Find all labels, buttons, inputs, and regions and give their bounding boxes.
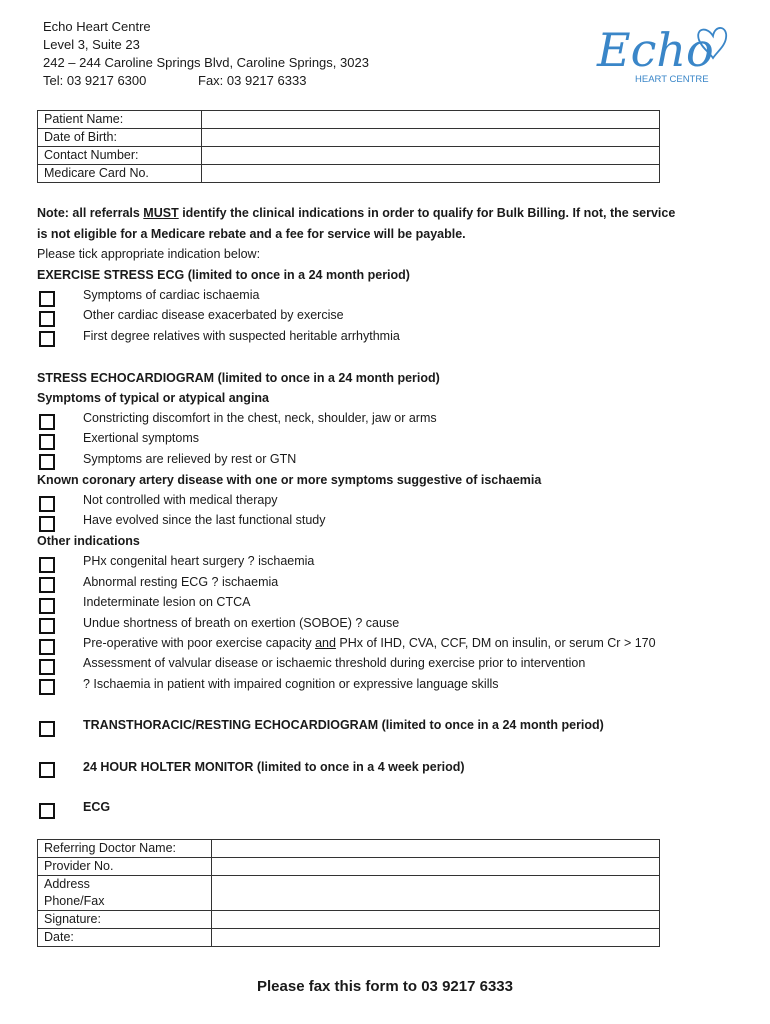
- option-label: Constricting discomfort in the chest, neck, shoulder, jaw or arms: [83, 411, 437, 425]
- must-emphasis: MUST: [143, 206, 179, 220]
- option-label: PHx congenital heart surgery ? ischaemia: [83, 554, 315, 568]
- logo-subtitle: HEART CENTRE: [635, 74, 709, 85]
- dob-label: Date of Birth:: [38, 129, 202, 147]
- checkbox-impaired-cognition[interactable]: [39, 679, 55, 695]
- date-field[interactable]: [212, 929, 660, 947]
- option-label: Symptoms are relieved by rest or GTN: [83, 452, 297, 466]
- option-label: Other cardiac disease exacerbated by exercise: [83, 308, 344, 322]
- checkbox-constricting[interactable]: [39, 414, 55, 430]
- patient-details-table: [37, 110, 660, 183]
- option-label: Have evolved since the last functional study: [83, 513, 326, 527]
- option-label: Not controlled with medical therapy: [83, 493, 278, 507]
- checkbox-exercise-relatives[interactable]: [39, 331, 55, 347]
- contact-number-field[interactable]: [202, 147, 660, 165]
- service-ecg: ECG: [83, 800, 111, 814]
- note-line-1: Note: all referrals MUST identify the clinical indications in order to qualify for Bulk Billing. If not, the service: [37, 206, 676, 220]
- option-label: Indeterminate lesion on CTCA: [83, 595, 251, 609]
- checkbox-evolved[interactable]: [39, 516, 55, 532]
- cad-subheading: Known coronary artery disease with one or more symptoms suggestive of ischaemia: [37, 473, 542, 487]
- checkbox-valvular[interactable]: [39, 659, 55, 675]
- doctor-name-label: Referring Doctor Name:: [38, 840, 212, 858]
- option-label: Symptoms of cardiac ischaemia: [83, 288, 260, 302]
- option-label: Exertional symptoms: [83, 431, 200, 445]
- table-row: [38, 876, 660, 894]
- address-field[interactable]: [212, 876, 660, 894]
- date-label: Date:: [38, 929, 212, 947]
- provider-no-field[interactable]: [212, 858, 660, 876]
- checkbox-not-controlled[interactable]: [39, 496, 55, 512]
- option-label-preoperative: Pre-operative with poor exercise capacity and PHx of IHD, CVA, CCF, DM on insulin, or serum Cr > 170: [83, 636, 656, 650]
- checkbox-phx-congenital[interactable]: [39, 557, 55, 573]
- table-row: [38, 129, 660, 147]
- provider-no-label: Provider No.: [38, 858, 212, 876]
- option-label: Abnormal resting ECG ? ischaemia: [83, 575, 279, 589]
- checkbox-abnormal-ecg[interactable]: [39, 577, 55, 593]
- stress-echo-heading: STRESS ECHOCARDIOGRAM (limited to once in a 24 month period): [37, 371, 440, 385]
- table-row: [38, 893, 660, 911]
- address-label: Address: [38, 876, 212, 894]
- clinic-address: [43, 18, 369, 90]
- doctor-name-field[interactable]: [212, 840, 660, 858]
- org-name: Echo Heart Centre: [43, 19, 151, 34]
- note-line-2: is not eligible for a Medicare rebate and a fee for service will be payable.: [37, 227, 466, 241]
- service-transthoracic: TRANSTHORACIC/RESTING ECHOCARDIOGRAM (limited to once in a 24 month period): [83, 718, 604, 732]
- signature-label: Signature:: [38, 911, 212, 929]
- phone-fax-field[interactable]: [212, 893, 660, 911]
- address-line-1: Level 3, Suite 23: [43, 37, 140, 52]
- medicare-card-field[interactable]: [202, 165, 660, 183]
- checkbox-preoperative[interactable]: [39, 639, 55, 655]
- option-label: Undue shortness of breath on exertion (SOBOE) ? cause: [83, 616, 400, 630]
- patient-name-field[interactable]: [202, 111, 660, 129]
- option-label: Assessment of valvular disease or ischaemic threshold during exercise prior to intervention: [83, 656, 586, 670]
- checkbox-ecg[interactable]: [39, 803, 55, 819]
- medicare-card-label: Medicare Card No.: [38, 165, 202, 183]
- checkbox-holter[interactable]: [39, 762, 55, 778]
- angina-subheading: Symptoms of typical or atypical angina: [37, 391, 270, 405]
- exercise-ecg-heading: EXERCISE STRESS ECG (limited to once in a 24 month period): [37, 268, 410, 282]
- tel-number: Tel: 03 9217 6300: [43, 73, 147, 88]
- checkbox-soboe[interactable]: [39, 618, 55, 634]
- checkbox-exercise-symptoms[interactable]: [39, 291, 55, 307]
- contact-number-label: Contact Number:: [38, 147, 202, 165]
- logo-word: Echo: [597, 23, 714, 77]
- checkbox-indeterminate-ctca[interactable]: [39, 598, 55, 614]
- instruction-text: Please tick appropriate indication below:: [37, 247, 261, 261]
- table-row: [38, 147, 660, 165]
- signature-field[interactable]: [212, 911, 660, 929]
- fax-instruction: Please fax this form to 03 9217 6333: [257, 978, 513, 995]
- table-row: [38, 858, 660, 876]
- service-holter: 24 HOUR HOLTER MONITOR (limited to once in a 4 week period): [83, 760, 465, 774]
- option-label: ? Ischaemia in patient with impaired cognition or expressive language skills: [83, 677, 499, 691]
- patient-name-label: Patient Name:: [38, 111, 202, 129]
- phone-fax-label: Phone/Fax: [38, 893, 212, 911]
- referring-doctor-table: [37, 839, 660, 947]
- option-label: First degree relatives with suspected heritable arrhythmia: [83, 329, 400, 343]
- checkbox-exercise-other[interactable]: [39, 311, 55, 327]
- checkbox-relieved-rest[interactable]: [39, 454, 55, 470]
- checkbox-exertional[interactable]: [39, 434, 55, 450]
- table-row: [38, 911, 660, 929]
- dob-field[interactable]: [202, 129, 660, 147]
- table-row: [38, 840, 660, 858]
- echo-heart-centre-logo: [595, 14, 730, 86]
- other-indications-subheading: Other indications: [37, 534, 140, 548]
- table-row: [38, 165, 660, 183]
- table-row: [38, 111, 660, 129]
- address-line-2: 242 – 244 Caroline Springs Blvd, Caroline Springs, 3023: [43, 55, 369, 70]
- table-row: [38, 929, 660, 947]
- checkbox-transthoracic-echo[interactable]: [39, 721, 55, 737]
- fax-number: Fax: 03 9217 6333: [198, 73, 307, 88]
